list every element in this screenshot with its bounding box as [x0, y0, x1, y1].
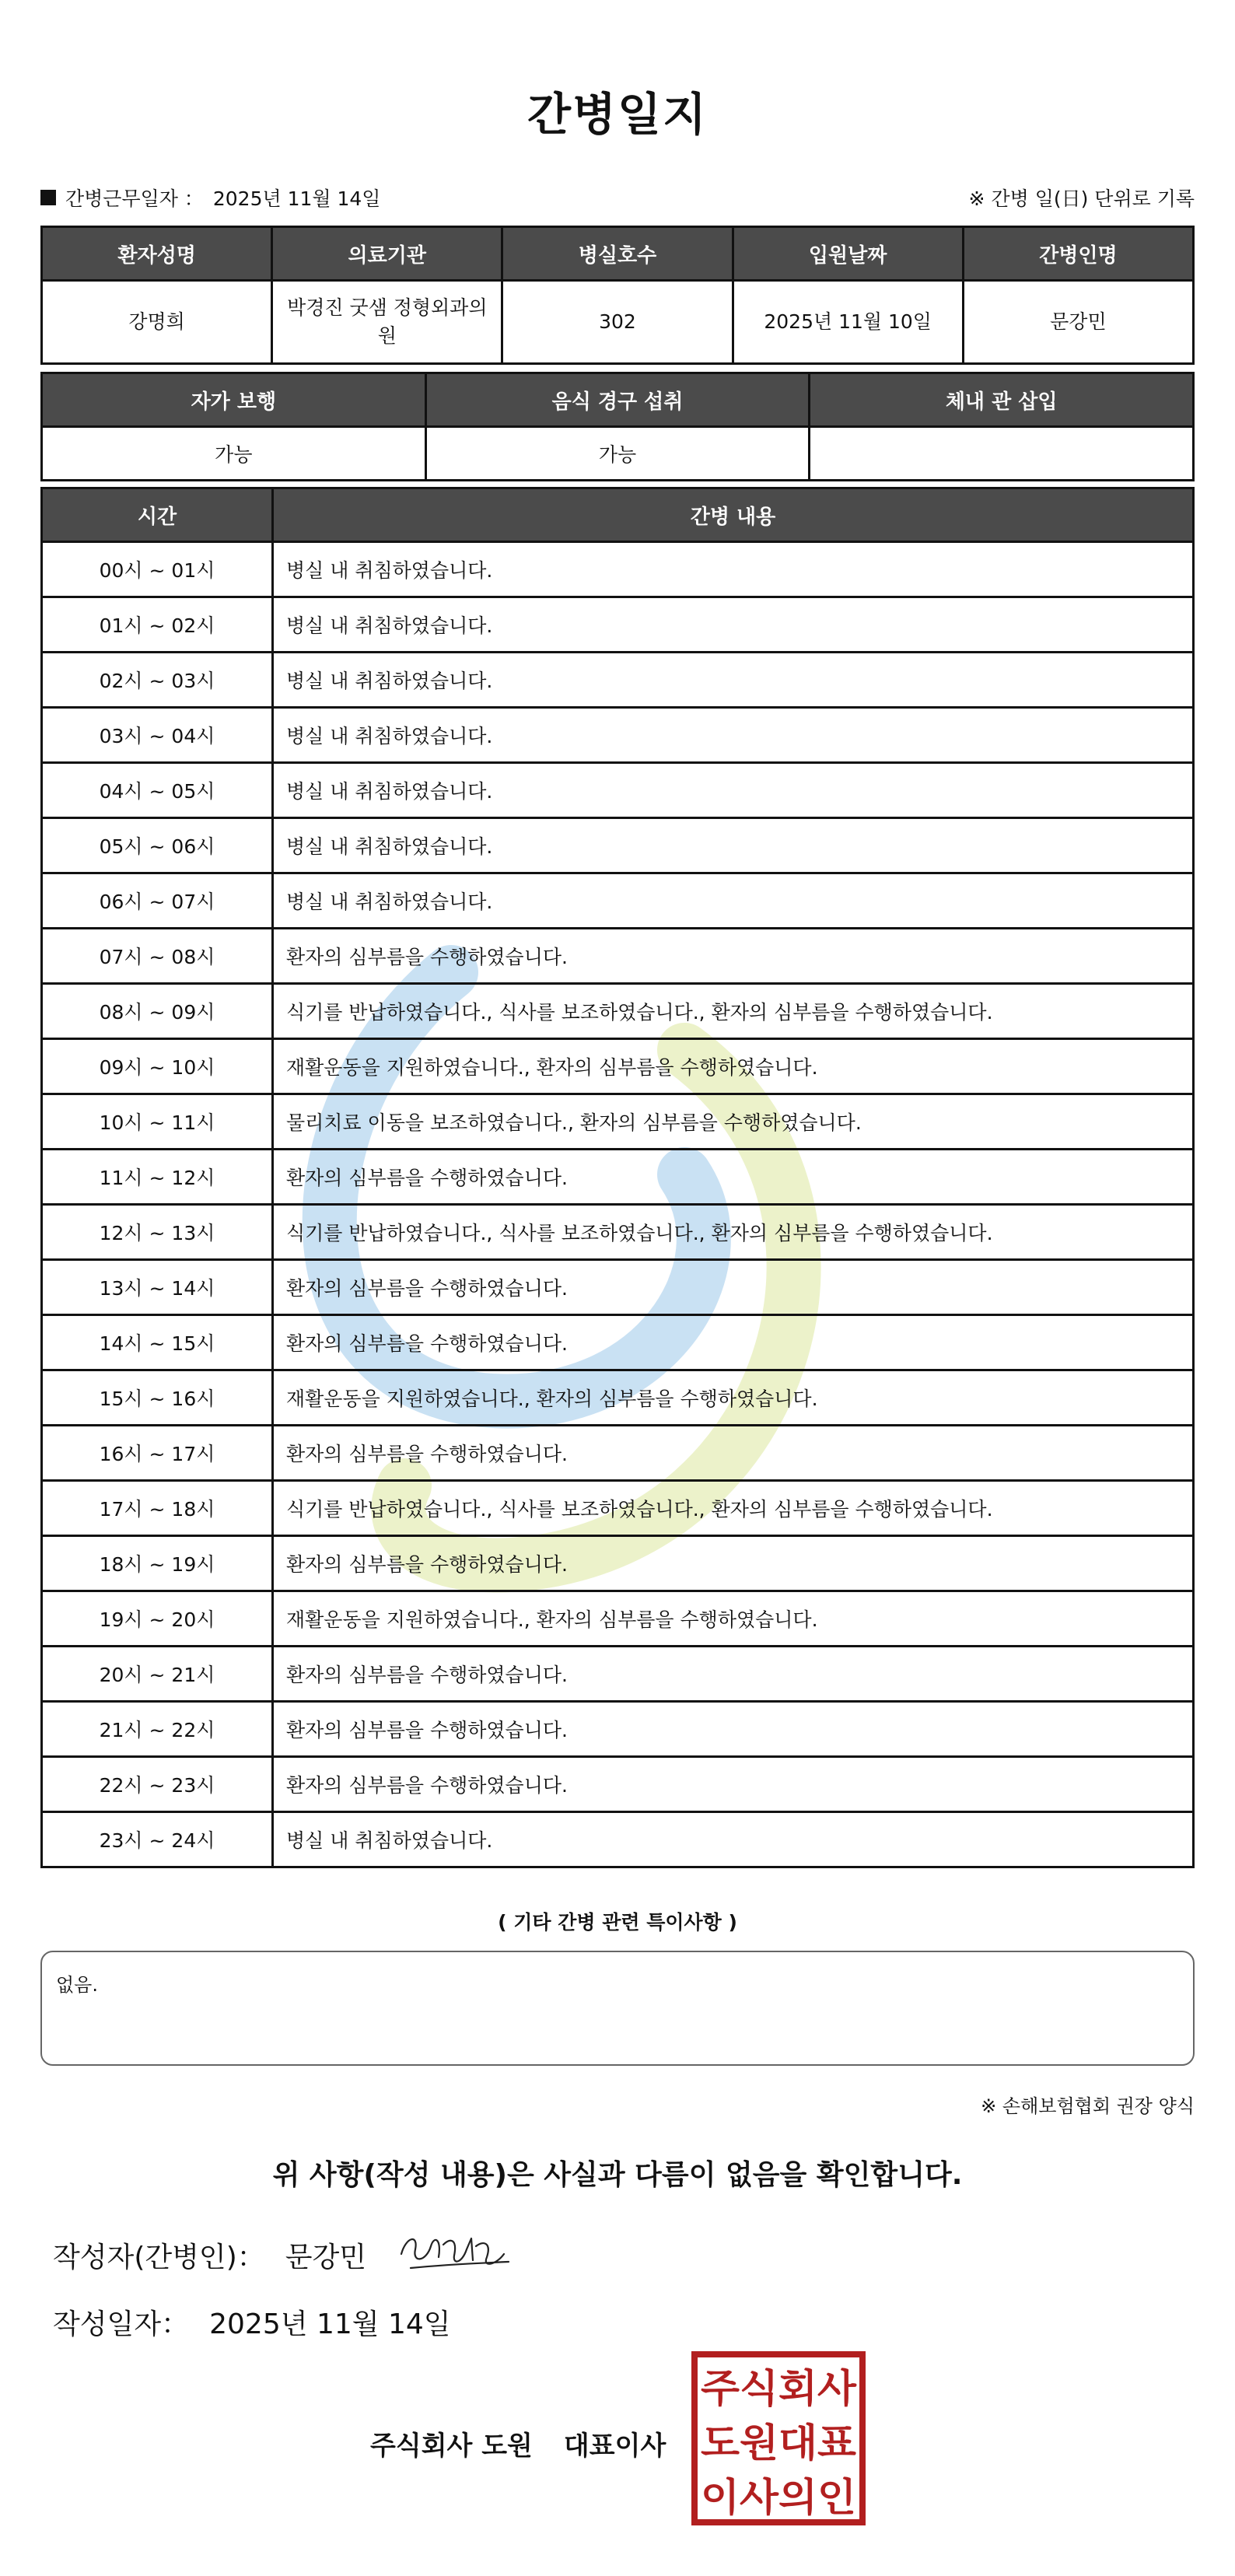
- table-row: [42, 597, 1194, 653]
- log-content: 식기를 반납하였습니다., 식사를 보조하였습니다., 환자의 심부름을 수행하였습니다.: [273, 1481, 1194, 1536]
- table-row: [42, 1647, 1194, 1702]
- header-walking: 자가 보행: [42, 373, 426, 427]
- log-time: 16시 ~ 17시: [42, 1426, 273, 1481]
- log-time: 02시 ~ 03시: [42, 653, 273, 708]
- special-notes-title: ( 기타 간병 관련 특이사항 ): [498, 1911, 737, 1934]
- log-time: 03시 ~ 04시: [42, 708, 273, 763]
- log-content: 식기를 반납하였습니다., 식사를 보조하였습니다., 환자의 심부름을 수행하였습니다.: [273, 1205, 1194, 1260]
- table-row: [42, 1536, 1194, 1591]
- log-time: 13시 ~ 14시: [42, 1260, 273, 1315]
- room-number: 302: [502, 281, 733, 364]
- log-content: 환자의 심부름을 수행하였습니다.: [273, 1757, 1194, 1812]
- header-time: 시간: [42, 488, 273, 542]
- walking-value: 가능: [42, 427, 426, 481]
- log-content: 물리치료 이동을 보조하였습니다., 환자의 심부름을 수행하였습니다.: [273, 1094, 1194, 1150]
- seal-line-2: 도원대표: [701, 2420, 857, 2466]
- writer-label: 작성자(간병인)：: [53, 2242, 265, 2273]
- log-time: 07시 ~ 08시: [42, 929, 273, 984]
- log-time: 19시 ~ 20시: [42, 1591, 273, 1647]
- log-time: 04시 ~ 05시: [42, 763, 273, 818]
- table-row: [42, 1812, 1194, 1867]
- header-patient-name: 환자성명: [42, 227, 272, 281]
- log-content: 환자의 심부름을 수행하였습니다.: [273, 1536, 1194, 1591]
- page-title: 간병일지: [527, 88, 708, 141]
- handwritten-signature: [395, 2223, 512, 2277]
- hospital-name: 박경진 굿샘 정형외과의원: [272, 281, 502, 364]
- log-content: 재활운동을 지원하였습니다., 환자의 심부름을 수행하였습니다.: [273, 1039, 1194, 1094]
- form-source-note: ※ 손해보험협회 권장 양식: [981, 2095, 1195, 2117]
- table-row: [42, 1702, 1194, 1757]
- patient-name: 강명희: [42, 281, 272, 364]
- caregiver-name: 문강민: [963, 281, 1193, 364]
- table-row: [42, 984, 1194, 1039]
- log-content: 식기를 반납하였습니다., 식사를 보조하였습니다., 환자의 심부름을 수행하였습니다.: [273, 984, 1194, 1039]
- log-content: 환자의 심부름을 수행하였습니다.: [273, 1260, 1194, 1315]
- log-time: 21시 ~ 22시: [42, 1702, 273, 1757]
- company-name: 주식회사 도원: [370, 2431, 533, 2462]
- log-content: 병실 내 취침하였습니다.: [273, 818, 1194, 873]
- log-content: 재활운동을 지원하였습니다., 환자의 심부름을 수행하였습니다.: [273, 1370, 1194, 1426]
- log-time: 08시 ~ 09시: [42, 984, 273, 1039]
- table-row: [42, 653, 1194, 708]
- writer-name: 문강민: [285, 2242, 367, 2273]
- log-time: 11시 ~ 12시: [42, 1150, 273, 1205]
- table-row: [42, 873, 1194, 929]
- log-time: 17시 ~ 18시: [42, 1481, 273, 1536]
- table-row: [42, 1591, 1194, 1647]
- log-content: 환자의 심부름을 수행하였습니다.: [273, 1426, 1194, 1481]
- special-notes-content: 없음.: [56, 1974, 98, 1996]
- log-time: 23시 ~ 24시: [42, 1812, 273, 1867]
- patient-status-table: [40, 372, 1195, 481]
- log-time: 05시 ~ 06시: [42, 818, 273, 873]
- hourly-log-table: [40, 487, 1195, 1868]
- log-content: 병실 내 취침하였습니다.: [273, 597, 1194, 653]
- log-time: 20시 ~ 21시: [42, 1647, 273, 1702]
- log-time: 09시 ~ 10시: [42, 1039, 273, 1094]
- work-date-line: [40, 184, 380, 212]
- seal-line-3: 이사의인: [701, 2475, 856, 2520]
- log-content: 병실 내 취침하였습니다.: [273, 708, 1194, 763]
- header-admission-date: 입원날짜: [733, 227, 963, 281]
- log-time: 14시 ~ 15시: [42, 1315, 273, 1370]
- table-row: [42, 542, 1194, 597]
- log-content: 환자의 심부름을 수행하였습니다.: [273, 1150, 1194, 1205]
- square-bullet-icon: [40, 190, 56, 205]
- table-row: [42, 1205, 1194, 1260]
- written-date-label: 작성일자：: [53, 2308, 190, 2340]
- log-time: 01시 ~ 02시: [42, 597, 273, 653]
- table-row: [42, 1757, 1194, 1812]
- table-row: [42, 1094, 1194, 1150]
- table-row: [42, 1370, 1194, 1426]
- log-content: 환자의 심부름을 수행하였습니다.: [273, 1315, 1194, 1370]
- log-content: 병실 내 취침하였습니다.: [273, 763, 1194, 818]
- written-date-value: 2025년 11월 14일: [209, 2308, 451, 2340]
- header-room: 병실호수: [502, 227, 733, 281]
- log-content: 환자의 심부름을 수행하였습니다.: [273, 929, 1194, 984]
- tube-insertion-value: [810, 427, 1194, 481]
- table-row: [42, 818, 1194, 873]
- writer-line: [53, 2235, 366, 2275]
- written-date-line: [53, 2302, 451, 2342]
- oral-intake-value: 가능: [425, 427, 810, 481]
- special-notes-box: [40, 1951, 1195, 2066]
- header-caregiver: 간병인명: [963, 227, 1193, 281]
- log-time: 00시 ~ 01시: [42, 542, 273, 597]
- confirmation-statement: 위 사항(작성 내용)은 사실과 다름이 없음을 확인합니다.: [272, 2159, 963, 2191]
- log-time: 06시 ~ 07시: [42, 873, 273, 929]
- table-row: [42, 929, 1194, 984]
- log-content: 환자의 심부름을 수행하였습니다.: [273, 1647, 1194, 1702]
- table-row: [42, 1150, 1194, 1205]
- log-time: 15시 ~ 16시: [42, 1370, 273, 1426]
- header-hospital: 의료기관: [272, 227, 502, 281]
- header-care-content: 간병 내용: [273, 488, 1194, 542]
- log-content: 재활운동을 지원하였습니다., 환자의 심부름을 수행하였습니다.: [273, 1591, 1194, 1647]
- log-content: 병실 내 취침하였습니다.: [273, 1812, 1194, 1867]
- record-unit-note: ※ 간병 일(日) 단위로 기록: [968, 187, 1195, 210]
- log-content: 병실 내 취침하였습니다.: [273, 653, 1194, 708]
- table-row: [42, 763, 1194, 818]
- patient-info-table: [40, 226, 1195, 365]
- table-row: [42, 1426, 1194, 1481]
- log-content: 환자의 심부름을 수행하였습니다.: [273, 1702, 1194, 1757]
- header-tube-insertion: 체내 관 삽입: [810, 373, 1194, 427]
- work-date-value: 2025년 11월 14일: [212, 187, 381, 210]
- work-date-label: 간병근무일자 ：: [65, 187, 204, 210]
- table-row: [42, 1481, 1194, 1536]
- company-signoff: [370, 2424, 666, 2462]
- admission-date: 2025년 11월 10일: [733, 281, 963, 364]
- log-time: 18시 ~ 19시: [42, 1536, 273, 1591]
- log-rows: [42, 542, 1194, 1867]
- seal-line-1: 주식회사: [701, 2366, 857, 2411]
- log-time: 22시 ~ 23시: [42, 1757, 273, 1812]
- log-content: 병실 내 취침하였습니다.: [273, 873, 1194, 929]
- log-time: 12시 ~ 13시: [42, 1205, 273, 1260]
- table-row: [42, 1260, 1194, 1315]
- header-oral-intake: 음식 경구 섭취: [425, 373, 810, 427]
- log-time: 10시 ~ 11시: [42, 1094, 273, 1150]
- company-seal-stamp: [691, 2350, 866, 2526]
- table-row: [42, 1039, 1194, 1094]
- table-row: [42, 1315, 1194, 1370]
- ceo-title: 대표이사: [563, 2431, 666, 2462]
- table-row: [42, 708, 1194, 763]
- log-content: 병실 내 취침하였습니다.: [273, 542, 1194, 597]
